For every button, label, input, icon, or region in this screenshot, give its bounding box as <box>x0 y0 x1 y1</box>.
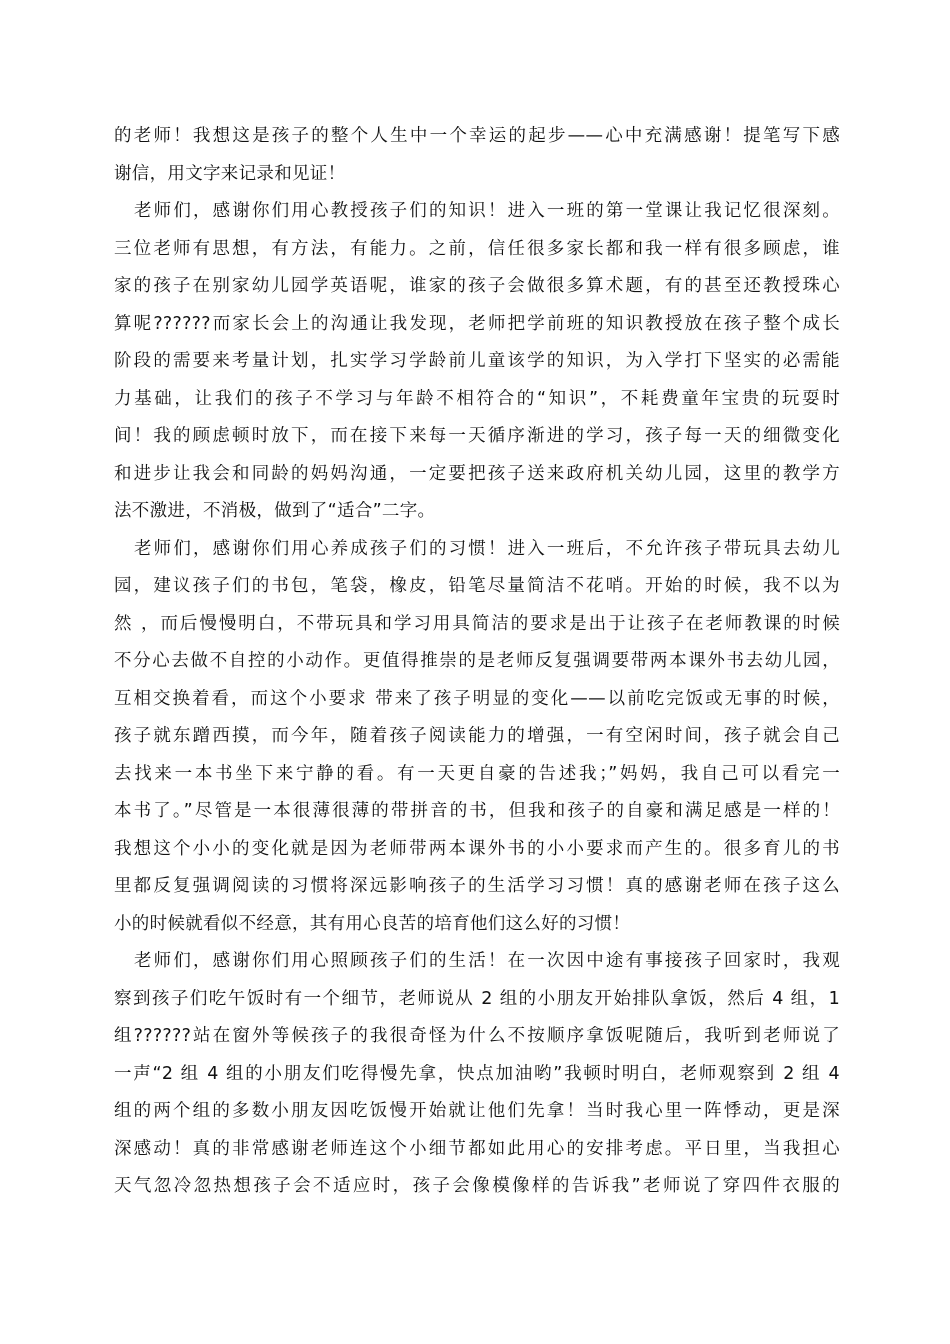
text-line: 老师们，感谢你们用心教授孩子们的知识！进入一班的第一堂课让我记忆很深刻。 <box>134 201 840 221</box>
text-line: 里都反复强调阅读的习惯将深远影响孩子的生活学习习惯！真的感谢老师在孩子这么 <box>114 876 840 896</box>
text-line: 小的时候就看似不经意，其有用心良苦的培育他们这么好的习惯！ <box>114 913 631 934</box>
text-line: 的老师！我想这是孩子的整个人生中一个幸运的起步——心中充满感谢！提笔写下感 <box>114 126 840 146</box>
text-line: 谢信，用文字来记录和见证！ <box>114 163 346 184</box>
paragraph-3 <box>114 531 840 944</box>
paragraph-4 <box>114 943 840 1206</box>
text-line: 去找来一本书坐下来宁静的看。有一天更自豪的告述我；”妈妈，我自己可以看完一 <box>114 763 840 784</box>
text-line: 我想这个小小的变化就是因为老师带两本课外书的小小要求而产生的。很多育儿的书 <box>114 838 840 859</box>
text-line: 阶段的需要来考量计划，扎实学习学龄前儿童该学的知识，为入学打下坚实的必需能 <box>114 351 840 371</box>
document-body <box>114 118 840 1206</box>
text-line: 园，建议孩子们的书包，笔袋，橡皮，铅笔尽量简洁不花哨。开始的时候，我不以为 <box>114 576 840 596</box>
text-line: 然 ，而后慢慢明白，不带玩具和学习用具简洁的要求是出于让孩子在老师教课的时候 <box>114 613 840 634</box>
text-line: 间！我的顾虑顿时放下，而在接下来每一天循序渐进的学习，孩子每一天的细微变化 <box>114 426 840 446</box>
text-line: 三位老师有思想，有方法，有能力。之前，信任很多家长都和我一样有很多顾虑，谁 <box>114 238 840 259</box>
text-line: 组??????站在窗外等候孩子的我很奇怪为什么不按顺序拿饭呢随后，我听到老师说了 <box>114 1026 840 1046</box>
text-line: 一声“2 组 4 组的小朋友们吃得慢先拿，快点加油哟”我顿时明白，老师观察到 2 组 4 <box>114 1063 840 1084</box>
text-line: 力基础，让我们的孩子不学习与年龄不相符合的“知识”，不耗费童年宝贵的玩耍时 <box>114 388 840 409</box>
text-line: 组的两个组的多数小朋友因吃饭慢开始就让他们先拿！当时我心里一阵悸动，更是深 <box>114 1101 840 1121</box>
text-line: 算呢??????而家长会上的沟通让我发现，老师把学前班的知识教授放在孩子整个成长 <box>114 313 840 334</box>
text-line: 互相交换着看，而这个小要求 带来了孩子明显的变化——以前吃完饭或无事的时候， <box>114 688 840 709</box>
text-line: 孩子就东蹭西摸，而今年，随着孩子阅读能力的增强，一有空闲时间，孩子就会自己 <box>114 726 840 746</box>
text-line: 老师们，感谢你们用心养成孩子们的习惯！进入一班后，不允许孩子带玩具去幼儿 <box>134 538 840 559</box>
text-line: 法不激进，不消极，做到了“适合”二字。 <box>114 501 436 521</box>
text-line: 天气忽冷忽热想孩子会不适应时，孩子会像模像样的告诉我”老师说了穿四件衣服的 <box>114 1176 840 1196</box>
text-line: 察到孩子们吃午饭时有一个细节，老师说从 2 组的小朋友开始排队拿饭，然后 4 组，1 <box>114 988 840 1009</box>
paragraph-1 <box>114 118 840 193</box>
text-line: 老师们，感谢你们用心照顾孩子们的生活！在一次因中途有事接孩子回家时，我观 <box>134 951 840 971</box>
text-line: 深感动！真的非常感谢老师连这个小细节都如此用心的安排考虑。平日里，当我担心 <box>114 1138 840 1159</box>
paragraph-2 <box>114 193 840 531</box>
text-line: 本书了。”尽管是一本很薄很薄的带拼音的书，但我和孩子的自豪和满足感是一样的！ <box>114 801 840 821</box>
text-line: 不分心去做不自控的小动作。更值得推崇的是老师反复强调要带两本课外书去幼儿园， <box>114 651 840 671</box>
text-line: 和进步让我会和同龄的妈妈沟通，一定要把孩子送来政府机关幼儿园，这里的教学方 <box>114 463 840 484</box>
text-line: 家的孩子在别家幼儿园学英语呢，谁家的孩子会做很多算术题，有的甚至还教授珠心 <box>114 276 840 296</box>
